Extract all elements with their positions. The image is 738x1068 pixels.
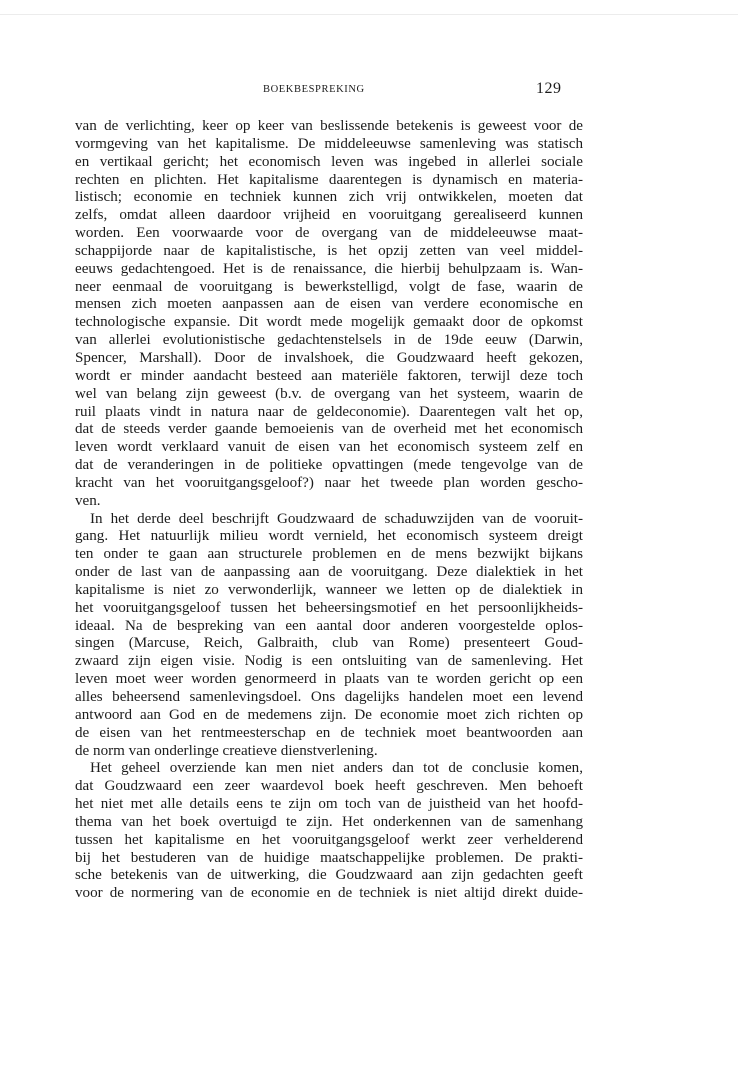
text-line: bij het bestuderen van de huidige maatschappelijke problemen. De prakti-	[75, 849, 583, 866]
text-line: kracht van het vooruitgangsgeloof?) naar het tweede plan worden gescho-	[75, 474, 583, 491]
text-line: kapitalisme is niet zo verwonderlijk, wanneer we letten op de dialektiek in	[75, 581, 583, 598]
paragraph-3	[75, 760, 583, 903]
text-line: thema van het boek overtuigd te zijn. Het onderkennen van de samenhang	[75, 813, 583, 830]
text-line: ideaal. Na de bespreking van een aantal door anderen voorgestelde oplos-	[75, 617, 583, 634]
text-line: technologische expansie. Dit wordt mede mogelijk gemaakt door de opkomst	[75, 314, 583, 331]
text-line: schappijorde naar de kapitalistische, is het opzij zetten van veel middel-	[75, 242, 583, 259]
text-line: antwoord aan God en de medemens zijn. De economie moet zich richten op	[75, 706, 583, 723]
text-line: de eisen van het rentmeesterschap en de techniek moet beantwoorden aan	[75, 724, 583, 741]
text-line: leven wordt verklaard vanuit de eisen van het economisch systeem zelf en	[75, 439, 583, 456]
text-line: voor de normering van de economie en de techniek is niet altijd direkt duide-	[75, 885, 583, 902]
text-line: zelfs, omdat alleen daardoor vrijheid en vooruitgang gerealiseerd kunnen	[75, 207, 583, 224]
text-line: dat Goudzwaard een zeer waardevol boek heeft geschreven. Men behoeft	[75, 778, 583, 795]
text-line: vormgeving van het kapitalisme. De middeleeuwse samenleving was statisch	[75, 135, 583, 152]
text-line: dat de steeds verder gaande bemoeienis van de overheid met het economisch	[75, 421, 583, 438]
text-line: dat de veranderingen in de politieke opvattingen (mede tengevolge van de	[75, 457, 583, 474]
text-line: leven moet weer worden genormeerd in plaats van te worden gericht op een	[75, 671, 583, 688]
text-line: singen (Marcuse, Reich, Galbraith, club van Rome) presenteert Goud-	[75, 635, 583, 652]
page-number: 129	[536, 80, 562, 97]
text-line: het vooruitgangsgeloof tussen het beheersingsmotief en het persoonlijkheids-	[75, 599, 583, 616]
text-line: neer eenmaal de vooruitgang is bewerkstelligd, volgt de fase, waarin de	[75, 278, 583, 295]
running-head: BOEKBESPREKING	[263, 84, 365, 95]
text-line: wel van belang zijn geweest (b.v. de overgang van het systeem, waarin de	[75, 385, 583, 402]
text-line: ten onder te gaan aan structurele problemen en de mens bezwijkt bijkans	[75, 546, 583, 563]
text-line: gang. Het natuurlijk milieu wordt vernield, het economisch systeem dreigt	[75, 528, 583, 545]
paragraph-2	[75, 511, 583, 761]
page-top-edge	[0, 14, 738, 15]
text-line: Spencer, Marshall). Door de invalshoek, die Goudzwaard heeft gekozen,	[75, 349, 583, 366]
text-line: worden. Een voorwaarde voor de overgang van de middeleeuwse maat-	[75, 225, 583, 242]
text-line: tussen het kapitalisme en het vooruitgangsgeloof werkt zeer verhelderend	[75, 831, 583, 848]
text-line: ruil plaats vindt in natura naar de geldeconomie). Daarentegen valt het op,	[75, 403, 583, 420]
text-line: In het derde deel beschrijft Goudzwaard de schaduwzijden van de vooruit-	[90, 510, 583, 527]
text-line: van de verlichting, keer op keer van beslissende betekenis is geweest voor de	[75, 118, 583, 134]
text-line: ven.	[75, 492, 101, 509]
text-line: onder de last van de aanpassing aan de vooruitgang. Deze dialektiek in het	[75, 564, 583, 581]
text-line: de norm van onderlinge creatieve dienstverlening.	[75, 742, 378, 759]
text-line: Het geheel overziende kan men niet anders dan tot de conclusie komen,	[90, 760, 583, 777]
text-line: listisch; economie en techniek kunnen zich vrij ontwikkelen, moeten dat	[75, 189, 583, 206]
text-line: eeuws gedachtengoed. Het is de renaissance, die hierbij behulpzaam is. Wan-	[75, 260, 583, 277]
text-line: en vertikaal gericht; het economisch leven was ingebed in allerlei sociale	[75, 153, 583, 170]
text-line: zwaard zijn eigen visie. Nodig is een ontsluiting van de samenleving. Het	[75, 653, 583, 670]
text-line: het niet met alle details eens te zijn om toch van de juistheid van het hoofd-	[75, 796, 583, 813]
text-line: van allerlei evolutionistische gedachtenstelsels in de 19de eeuw (Darwin,	[75, 332, 583, 349]
body-text	[75, 118, 583, 903]
text-line: rechten en plichten. Het kapitalisme daarentegen is dynamisch en materia-	[75, 171, 583, 188]
text-line: alles beheersend samenlevingsdoel. Ons dagelijks handelen moet een levend	[75, 689, 583, 705]
text-line: sche betekenis van de uitwerking, die Goudzwaard aan zijn gedachten geeft	[75, 867, 583, 884]
text-line: mensen zich moeten aanpassen aan de eisen van verdere economische en	[75, 296, 583, 313]
text-line: wordt er minder aandacht besteed aan materiële faktoren, terwijl deze toch	[75, 367, 583, 384]
paragraph-1	[75, 118, 583, 511]
